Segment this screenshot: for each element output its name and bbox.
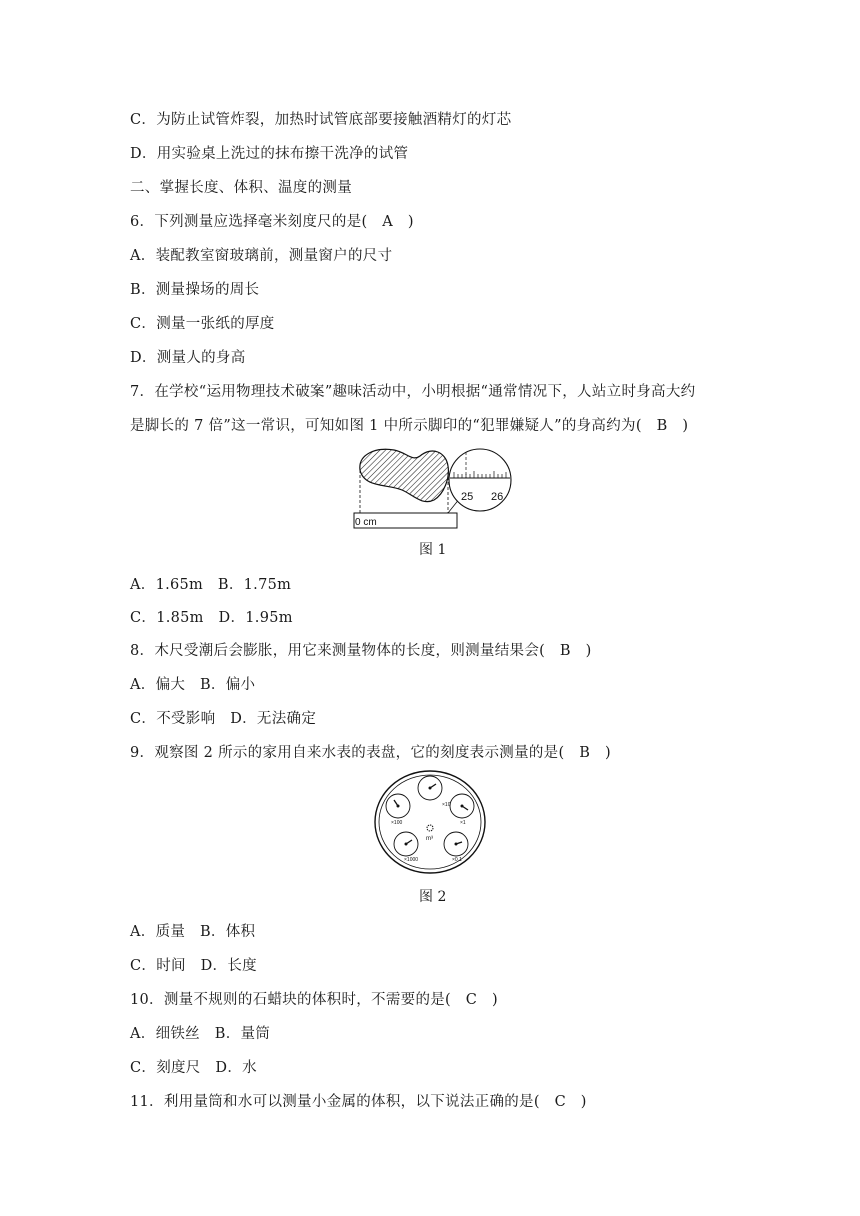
dial-label-x100: ×100 xyxy=(391,820,403,826)
question-8: 8．木尺受潮后会膨胀，用它来测量物体的长度，则测量结果会( B ) xyxy=(130,643,592,659)
option-cd-q8: C．不受影响 D．无法确定 xyxy=(130,711,317,727)
figure-2-caption: 图 2 xyxy=(419,889,447,905)
zoom-label-26: 26 xyxy=(491,491,504,503)
question-9: 9．观察图 2 所示的家用自来水表的表盘，它的刻度表示测量的是( B ) xyxy=(130,745,611,761)
option-b-q6: B．测量操场的周长 xyxy=(130,282,260,298)
option-c-q6: C．测量一张纸的厚度 xyxy=(130,316,275,332)
footprint-shape xyxy=(360,449,449,501)
question-11: 11．利用量筒和水可以测量小金属的体积，以下说法正确的是( C ) xyxy=(130,1094,587,1110)
option-cd-q7: C．1.85m D．1.95m xyxy=(130,610,293,626)
question-7-line1: 7．在学校“运用物理技术破案”趣味活动中，小明根据“通常情况下，人站立时身高大约 xyxy=(130,384,696,400)
dial-label-x1000: ×1000 xyxy=(404,857,419,863)
question-7-line2: 是脚长的 7 倍”这一常识，可知如图 1 中所示脚印的“犯罪嫌疑人”的身高约为( B ) xyxy=(130,418,689,434)
dial-label-x10: ×10 xyxy=(442,802,451,808)
option-ab-q9: A．质量 B．体积 xyxy=(130,924,256,940)
question-6: 6．下列测量应选择毫米刻度尺的是( A ) xyxy=(130,214,414,230)
ruler-zero-label: 0 cm xyxy=(355,517,377,528)
option-d-q6: D．测量人的身高 xyxy=(130,350,246,366)
option-ab-q10: A．细铁丝 B．量筒 xyxy=(130,1026,271,1042)
figure-2-water-meter xyxy=(372,768,488,878)
dial-label-x0.1: ×0.1 xyxy=(452,857,462,863)
dial-label-x1: ×1 xyxy=(460,820,466,826)
question-10: 10．测量不规则的石蜡块的体积时，不需要的是( C ) xyxy=(130,992,498,1008)
option-cd-q10: C．刻度尺 D．水 xyxy=(130,1060,257,1076)
section-heading: 二、掌握长度、体积、温度的测量 xyxy=(130,180,352,196)
unit-label: m³ xyxy=(426,836,433,842)
option-ab-q8: A．偏大 B．偏小 xyxy=(130,677,256,693)
option-d-q5: D．用实验桌上洗过的抹布擦干洗净的试管 xyxy=(130,146,409,162)
option-cd-q9: C．时间 D．长度 xyxy=(130,958,257,974)
option-a-q6: A．装配教室窗玻璃前，测量窗户的尺寸 xyxy=(130,248,393,264)
figure-1-footprint xyxy=(348,442,518,534)
figure-1-caption: 图 1 xyxy=(419,542,447,558)
option-c-q5: C．为防止试管炸裂，加热时试管底部要接触酒精灯的灯芯 xyxy=(130,112,512,128)
option-ab-q7: A．1.65m B．1.75m xyxy=(130,577,292,593)
zoom-label-25: 25 xyxy=(461,491,474,503)
